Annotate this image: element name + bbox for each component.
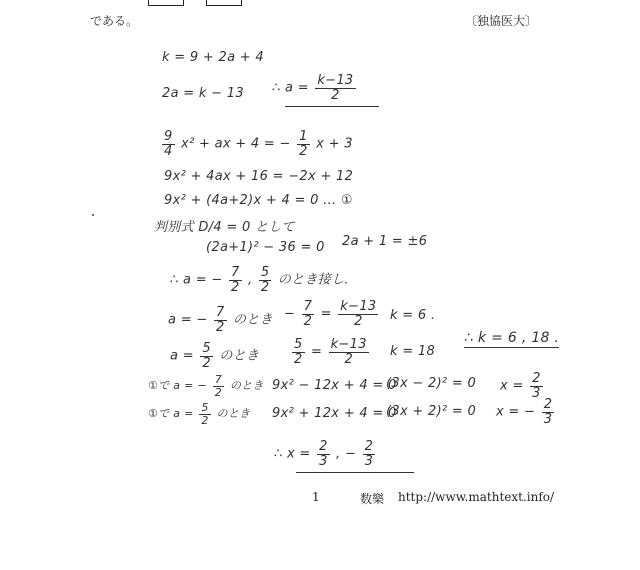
substitution-2-root: x = − $\frac{2}{3}$	[496, 397, 553, 427]
case-1-result: k = 6 .	[390, 308, 436, 323]
work-line-6: 判別式 D/4 = 0 として	[154, 220, 295, 235]
work-line-1: k = 9 + 2a + 4	[162, 50, 264, 65]
work-line-8: ∴ a = − $\frac{7}{2}$ , $\frac{5}{2}$ のとき接し.	[170, 265, 349, 295]
substitution-1-equation: 9x² − 12x + 4 = 0	[272, 378, 397, 393]
work-line-5: 9x² + (4a+2)x + 4 = 0 … ①	[164, 193, 353, 208]
substitution-2-equation: 9x² + 12x + 4 = 0	[272, 406, 397, 421]
footer-subject: 数樂	[360, 492, 385, 506]
substitution-2-label: ①で a = $\frac{5}{2}$ のとき	[148, 401, 251, 427]
work-line-3: $\frac{9}{4}$ x² + ax + 4 = − $\frac{1}{2}$ x + 3	[164, 129, 353, 159]
work-line-4: 9x² + 4ax + 16 = −2x + 12	[164, 169, 354, 184]
footer-url: http://www.mathtext.info/	[398, 490, 555, 504]
substitution-2-factored: (3x + 2)² = 0	[386, 404, 477, 419]
header-source: 〔独協医大〕	[465, 14, 538, 28]
work-line-7a: (2a+1)² − 36 = 0	[206, 240, 325, 255]
case-2-label: a = $\frac{5}{2}$ のとき	[170, 341, 260, 371]
case-1-equation: − $\frac{7}{2}$ = $\frac{k-13}{2}$	[284, 299, 377, 329]
case-2-equation: $\frac{5}{2}$ = $\frac{k-13}{2}$	[294, 337, 367, 367]
work-line-2-solution: ∴ a = $\frac{k-13}{2}$	[272, 73, 354, 103]
ink-dot	[92, 214, 94, 216]
top-answer-box-left	[148, 0, 184, 6]
final-answer-underline	[296, 472, 414, 473]
case-1-label: a = − $\frac{7}{2}$ のとき	[168, 305, 273, 335]
substitution-1-factored: (3x − 2)² = 0	[386, 376, 477, 391]
k-answer: ∴ k = 6 , 18 .	[464, 330, 560, 346]
substitution-1-root: x = $\frac{2}{3}$	[500, 371, 541, 401]
header-left-text: である。	[90, 14, 139, 28]
footer-page-number: 1	[312, 490, 320, 504]
top-answer-box-right	[206, 0, 242, 6]
final-answer: ∴ x = $\frac{2}{3}$ , − $\frac{2}{3}$	[274, 439, 374, 469]
work-line-7b: 2a + 1 = ±6	[342, 234, 428, 249]
work-line-2: 2a = k − 13	[162, 86, 244, 101]
case-2-result: k = 18	[390, 344, 436, 359]
line-2-underline	[285, 106, 379, 107]
substitution-1-label: ①で a = − $\frac{7}{2}$ のとき	[148, 373, 264, 399]
